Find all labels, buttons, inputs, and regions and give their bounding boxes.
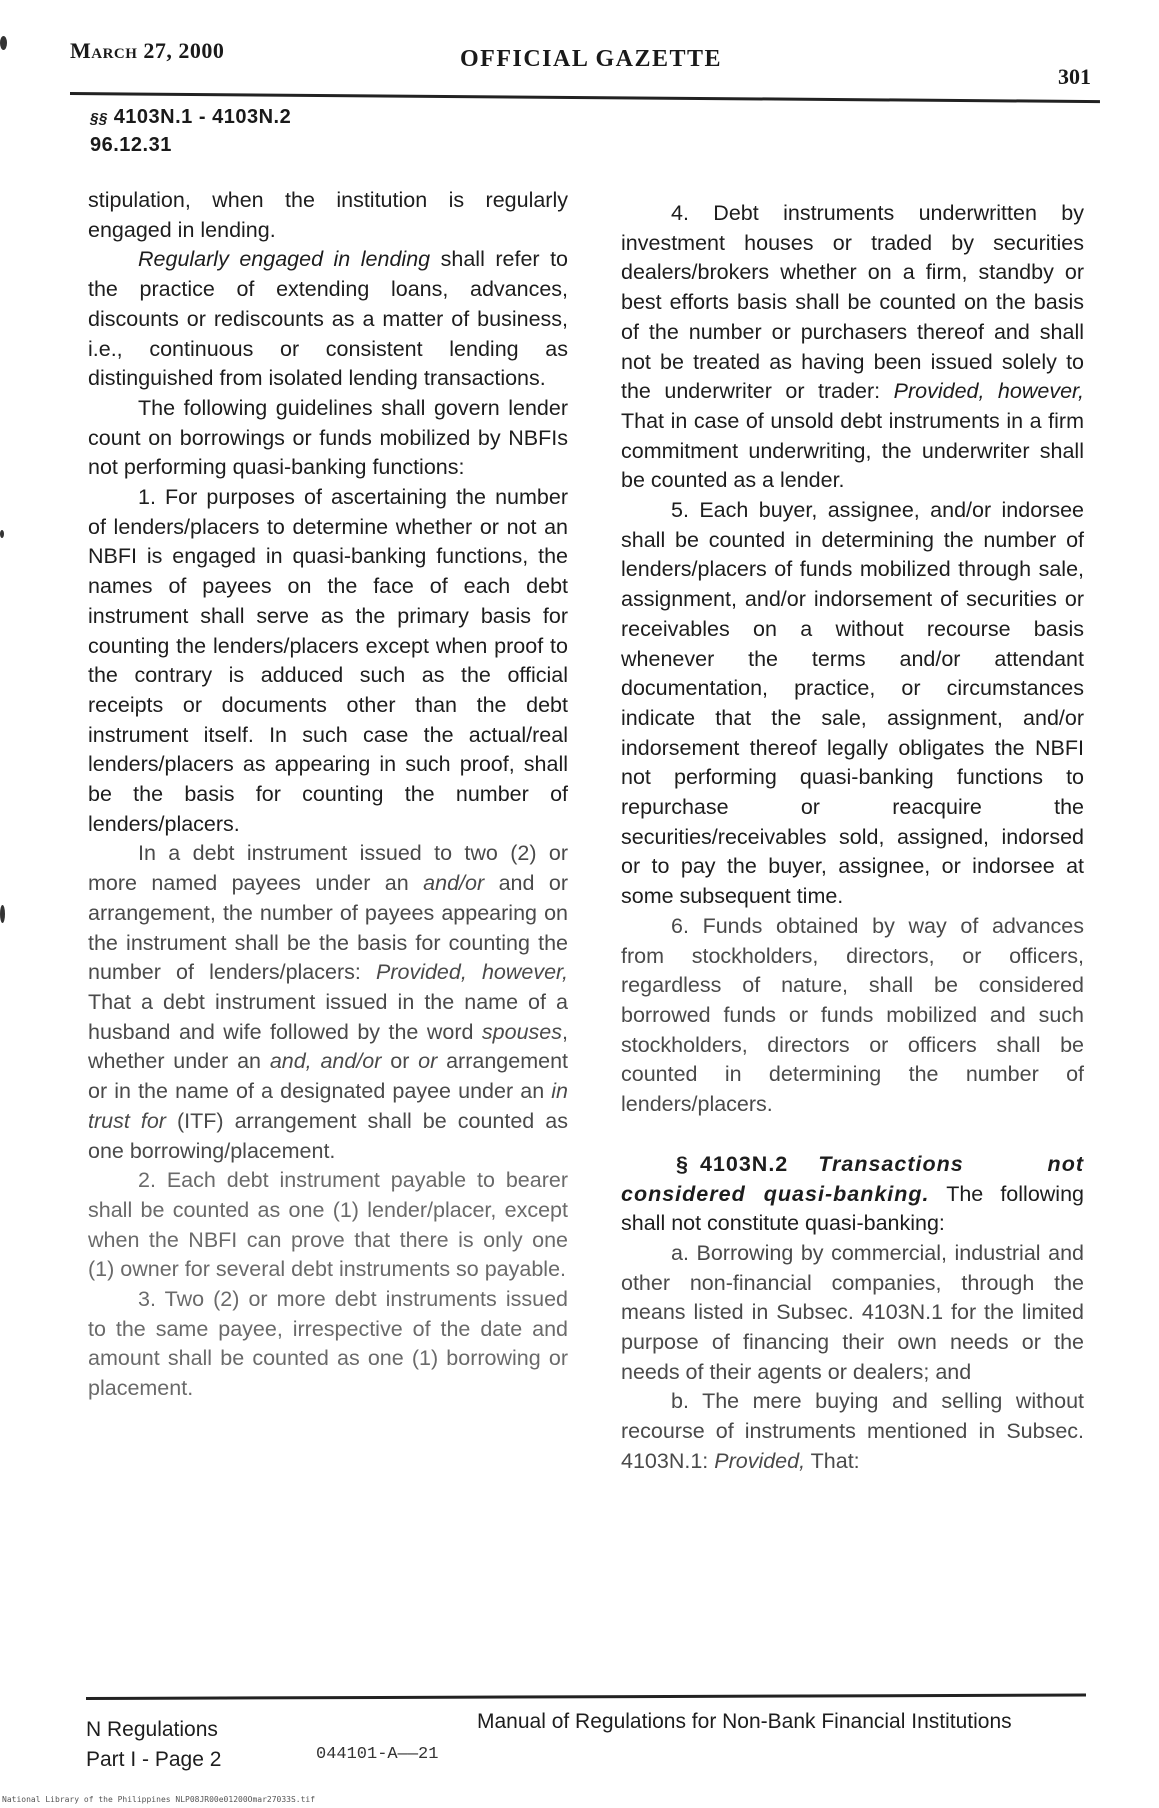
text-run: and, and/or bbox=[269, 1049, 382, 1074]
section-4103n2-heading bbox=[621, 1150, 1084, 1239]
item-a: a. Borrowing by commercial, industrial and other non-financial companies, through the means listed in Subsec. 4103N.1 for the limited purpose of financing their own needs or the needs of their agents or dealers; and bbox=[621, 1240, 1084, 1384]
guideline-2: 2. Each debt instrument payable to bearer shall be counted as one (1) lender/placer, except when the NBFI can prove that there is only one (1) owner for several debt instruments so payable. bbox=[88, 1168, 568, 1282]
header-rule bbox=[70, 92, 1100, 103]
section-title: Transactions not considered quasi-banking. bbox=[621, 1151, 1084, 1206]
section-symbol: § bbox=[676, 1151, 688, 1176]
left-column bbox=[88, 186, 568, 1404]
text-run: , whether under an bbox=[88, 1019, 568, 1074]
text-run: Provided, however, bbox=[375, 960, 568, 985]
left-paragraph-1: stipulation, when the institution is regularly engaged in lending. bbox=[88, 188, 568, 242]
text-run: and or arrangement, the number of payees appearing on the instrument shall be the basis for counting the number of lenders/placers: bbox=[88, 871, 568, 985]
guideline-5: 5. Each buyer, assignee, and/or indorsee shall be counted in determining the number of lenders/placers of funds mobilized through sale, assignment, and/or indorsement of securities or receivables on a without recourse basis whenever the terms and/or attendant documentation, practice, or circumstances indicate that the sale, assignment, and/or indorsement thereof legally obligates the NBFI not performing quasi-banking functions to repurchase or reacquire the securities/receivables sold, assigned, indorsed or to pay the buyer, assignee, or indorsee at some subsequent time. bbox=[621, 498, 1084, 909]
section-symbol: §§ bbox=[90, 110, 108, 127]
footer-manual-title: Manual of Regulations for Non-Bank Financial Institutions bbox=[477, 1710, 1012, 1733]
section-range-line bbox=[90, 104, 291, 132]
guideline-1-payees bbox=[88, 839, 568, 1166]
text-run: and/or bbox=[423, 871, 485, 896]
footer-part-page: Part I - Page 2 bbox=[86, 1748, 222, 1771]
section-number: 4103N.2 bbox=[699, 1151, 789, 1176]
text-run: That a debt instrument issued in the name of a husband and wife followed by the word bbox=[88, 989, 568, 1044]
text-run: 4. Debt instruments underwritten by investment houses or traded by securities dealers/brokers whether on a firm, standby or best efforts basis shall be counted on the basis of the number or purchasers thereof and shall not be treated as having been issued solely to the underwriter or trader: bbox=[621, 201, 1084, 404]
text-run: arrangement or in the name of a designated payee under an bbox=[88, 1049, 569, 1104]
text-run: In a debt instrument issued to two (2) or more named payees under an bbox=[88, 841, 568, 896]
section-intro: The following shall not constitute quasi-banking: bbox=[621, 1181, 1084, 1236]
left-paragraph-2 bbox=[88, 245, 568, 394]
text-run: or bbox=[418, 1049, 438, 1074]
section-reference bbox=[90, 104, 291, 158]
guideline-1: 1. For purposes of ascertaining the number of lenders/placers to determine whether or not an NBFI is engaged in quasi-banking functions, the names of payees on the face of each debt instrument shall serve as the primary basis for counting the lenders/placers except when proof to the contrary is adduced such as the official receipts or documents other than the debt instrument itself. In such case the actual/real lenders/placers as appearing in such proof, shall be the basis for counting the number of lenders/placers. bbox=[88, 485, 568, 836]
left-paragraph-2-text: shall refer to the practice of extending loans, advances, discounts or rediscounts as a matter of business, i.e., continuous or consistent lending as distinguished from isolated lending transactions. bbox=[88, 247, 569, 391]
footer-left bbox=[86, 1715, 221, 1775]
text-run: Provided, however, bbox=[893, 379, 1084, 404]
text-run: b. The mere buying and selling without recourse of instruments mentioned in Subsec. 4103N.1: bbox=[621, 1389, 1084, 1473]
scan-speck bbox=[0, 905, 5, 923]
guideline-4 bbox=[621, 199, 1084, 496]
footer-code: 044101-A——21 bbox=[316, 1745, 439, 1764]
left-paragraph-3: The following guidelines shall govern lender count on borrowings or funds mobilized by NBFIs not performing quasi-banking functions: bbox=[88, 395, 568, 480]
text-run: Provided, bbox=[714, 1448, 806, 1473]
footer-regulations: N Regulations bbox=[86, 1718, 218, 1741]
right-column bbox=[621, 199, 1084, 1477]
scan-label: National Library of the Philippines NLP08JR00e01200Omar27033S.tif bbox=[2, 1795, 316, 1804]
text-run: or bbox=[381, 1049, 419, 1074]
text-run: in trust for bbox=[88, 1079, 568, 1133]
scan-speck bbox=[0, 530, 4, 538]
text-run: (ITF) arrangement shall be counted as one borrowing/placement. bbox=[88, 1108, 568, 1163]
header-publication: OFFICIAL GAZETTE bbox=[460, 46, 723, 72]
section-gap bbox=[621, 1120, 1084, 1150]
page-number: 301 bbox=[1058, 64, 1091, 89]
item-b bbox=[621, 1387, 1084, 1476]
defined-term: Regularly engaged in lending bbox=[138, 247, 431, 272]
footer-rule bbox=[86, 1694, 1086, 1700]
section-range: 4103N.1 - 4103N.2 bbox=[113, 106, 292, 128]
scan-speck bbox=[0, 36, 7, 50]
text-run: spouses bbox=[481, 1019, 563, 1044]
text-run: That: bbox=[805, 1448, 860, 1473]
header-date: March 27, 2000 bbox=[70, 38, 225, 63]
guideline-6: 6. Funds obtained by way of advances from stockholders, directors, or officers, regardless of nature, shall be considered borrowed funds or funds mobilized and such stockholders, directors or officers shall be counted in determining the number of lenders/placers. bbox=[621, 913, 1084, 1117]
guideline-3: 3. Two (2) or more debt instruments issued to the same payee, irrespective of the date and amount shall be counted as one (1) borrowing or placement. bbox=[88, 1287, 568, 1401]
text-run: That in case of unsold debt instruments in a firm commitment underwriting, the underwriter shall be counted as a lender. bbox=[621, 408, 1084, 493]
section-date: 96.12.31 bbox=[90, 134, 172, 156]
